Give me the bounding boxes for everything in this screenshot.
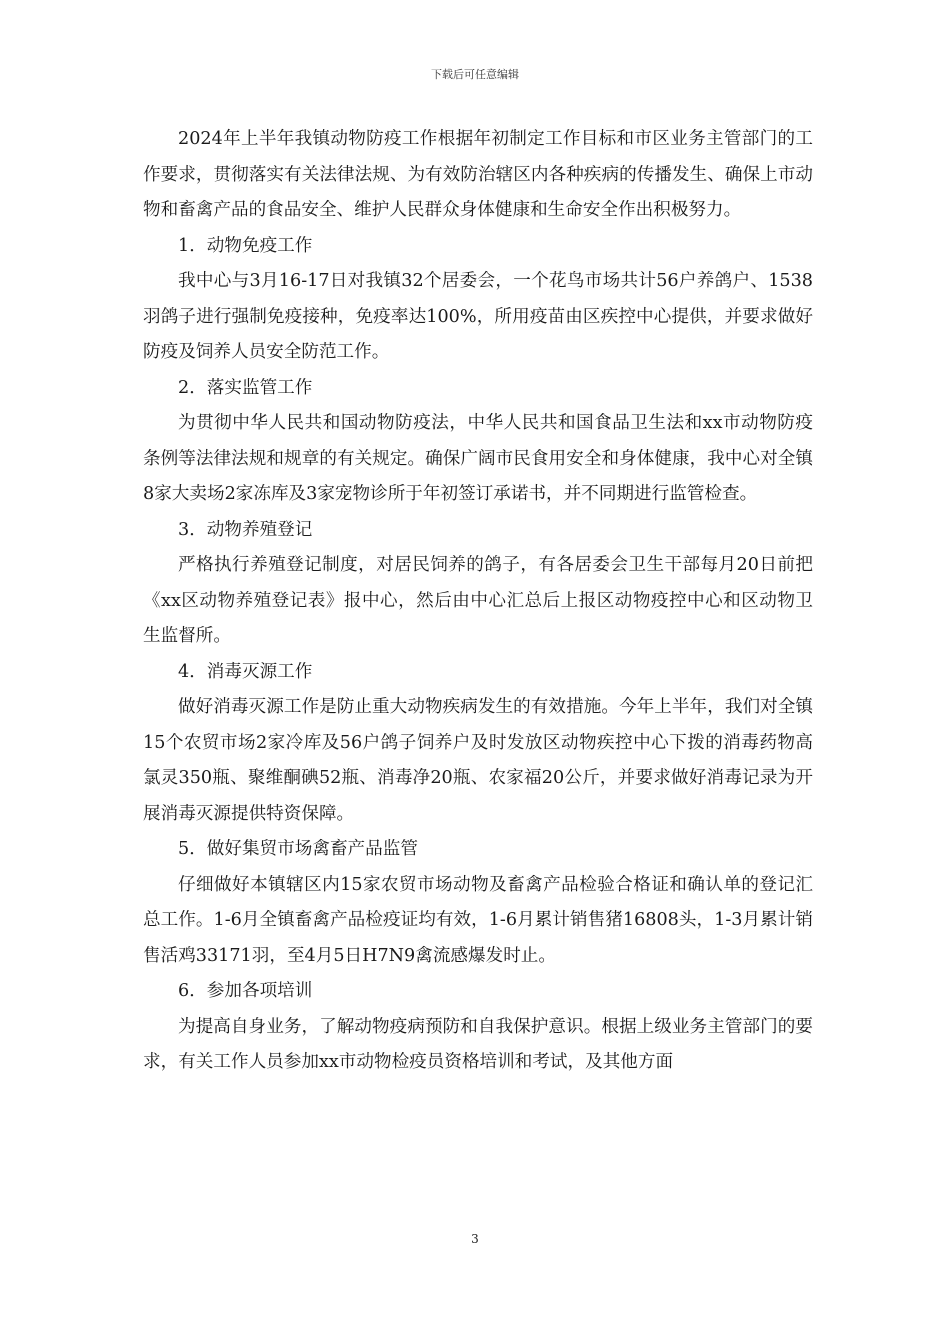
- page-number: 3: [471, 1232, 479, 1246]
- section-heading-1: 1．动物免疫工作: [178, 235, 313, 256]
- section-paragraph-1: 我中心与3月16-17日对我镇32个居委会，一个花鸟市场共计56户养鸽户、1538羽鸽子进行强制免疫接种，免疫率达100%，所用疫苗由区疾控中心提供，并要求做好防疫及饲养人员安全防范工作。: [143, 271, 813, 362]
- section-heading-5: 5．做好集贸市场禽畜产品监管: [178, 839, 418, 859]
- section-paragraph-4: 做好消毒灭源工作是防止重大动物疾病发生的有效措施。今年上半年，我们对全镇15个农贸市场2家冷库及56户鸽子饲养户及时发放区动物疾控中心下拨的消毒药物高氯灵350瓶、聚维酮碘52瓶、消毒净20瓶、农家福20公斤，并要求做好消毒记录为开展消毒灭源提供特资保障。: [143, 697, 813, 824]
- section-paragraph-3: 严格执行养殖登记制度，对居民饲养的鸽子，有各居委会卫生干部每月20日前把《xx区动物养殖登记表》报中心，然后由中心汇总后上报区动物疫控中心和区动物卫生监督所。: [143, 555, 813, 646]
- section-paragraph-5: 仔细做好本镇辖区内15家农贸市场动物及畜禽产品检验合格证和确认单的登记汇总工作。1-6月全镇畜禽产品检疫证均有效，1-6月累计销售猪16808头，1-3月累计销售活鸡33171羽，至4月5日H7N9禽流感爆发时止。: [143, 874, 813, 966]
- section-heading-2: 2．落实监管工作: [178, 377, 313, 398]
- section-paragraph-6: 为提高自身业务，了解动物疫病预防和自我保护意识。根据上级业务主管部门的要求，有关工作人员参加xx市动物检疫员资格培训和考试，及其他方面: [143, 1016, 813, 1072]
- page-header: 下载后可任意编辑: [431, 68, 519, 81]
- section-heading-3: 3．动物养殖登记: [178, 519, 313, 540]
- document-body: [143, 122, 813, 1081]
- section-heading-4: 4．消毒灭源工作: [178, 661, 313, 682]
- intro-paragraph: 2024年上半年我镇动物防疫工作根据年初制定工作目标和市区业务主管部门的工作要求，贯彻落实有关法律法规、为有效防治辖区内各种疾病的传播发生、确保上市动物和畜禽产品的食品安全、维护人民群众身体健康和生命安全作出积极努力。: [143, 129, 813, 220]
- section-heading-6: 6．参加各项培训: [178, 981, 313, 1001]
- section-paragraph-2: 为贯彻中华人民共和国动物防疫法，中华人民共和国食品卫生法和xx市动物防疫条例等法律法规和规章的有关规定。确保广阔市民食用安全和身体健康，我中心对全镇8家大卖场2家冻库及3家宠物诊所于年初签订承诺书，并不同期进行监管检查。: [143, 413, 813, 504]
